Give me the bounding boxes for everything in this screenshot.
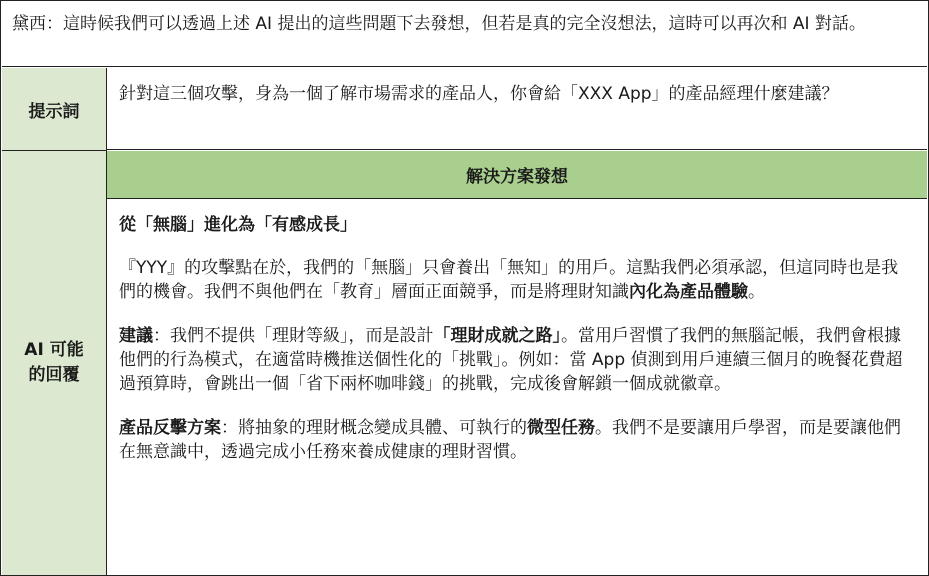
suggestion-lead: 建議 <box>119 326 153 346</box>
solution-heading: 從「無腦」進化為「有感成長」 <box>119 215 357 235</box>
ai-reply-label-cell <box>2 151 107 575</box>
solution-body-cell <box>107 199 927 575</box>
solution-header: 解決方案發想 <box>466 167 568 187</box>
solution-header-cell <box>107 151 927 199</box>
paragraph-attack-point <box>119 256 915 304</box>
suggestion-bold: 「理財成就之路」 <box>433 326 561 346</box>
suggestion-text-2: 。當用戶習慣了我們的無腦記帳，我們會根據他們的行為模式，在適當時機推送個性化的「挑戰」。例如：當 App 偵測到用戶連續三個月的晚餐花費超過預算時，會跳出一個「省下兩杯咖啡錢」的挑戰，完成後會解鎖一個成就徽章。 <box>119 326 903 394</box>
paragraph-suggestion <box>119 324 915 396</box>
counter-plan-bold: 微型任務 <box>527 418 595 438</box>
intro-text: 黛西：這時候我們可以透過上述 AI 提出的這些問題下去發想，但若是真的完全沒想法，這時可以再次和 AI 對話。 <box>2 2 927 67</box>
prompt-text: 針對這三個攻擊，身為一個了解市場需求的產品人，你會給「XXX App」的產品經理什麼建議？ <box>119 84 839 104</box>
counter-plan-text-1: ：將抽象的理財概念變成具體、可執行的 <box>221 418 527 438</box>
counter-plan-text-2: 。我們不是要讓用戶學習，而是要讓他們在無意識中，透過完成小任務來養成健康的理財習慣。 <box>119 418 901 462</box>
counter-plan-lead: 產品反擊方案 <box>119 418 221 438</box>
prompt-label-cell <box>2 68 107 151</box>
ai-reply-label-text: AI 可能的回覆 <box>24 340 84 385</box>
prompt-label: 提示詞 <box>28 101 80 122</box>
ai-reply-label <box>22 338 86 388</box>
prompt-content-cell <box>107 68 927 150</box>
paragraph-attack-point-text: 『YYY』的攻擊點在於，我們的「無腦」只會養出「無知」的用戶。這點我們必須承認，但這同時也是我們的機會。我們不與他們在「教育」層面正面競爭，而是將理財知識 <box>119 258 899 302</box>
suggestion-text-1: ：我們不提供「理財等級」，而是設計 <box>153 326 434 346</box>
paragraph-counter-plan <box>119 416 915 464</box>
paragraph-attack-point-tail: 。 <box>748 282 765 302</box>
paragraph-attack-point-bold: 內化為產品體驗 <box>629 282 748 302</box>
